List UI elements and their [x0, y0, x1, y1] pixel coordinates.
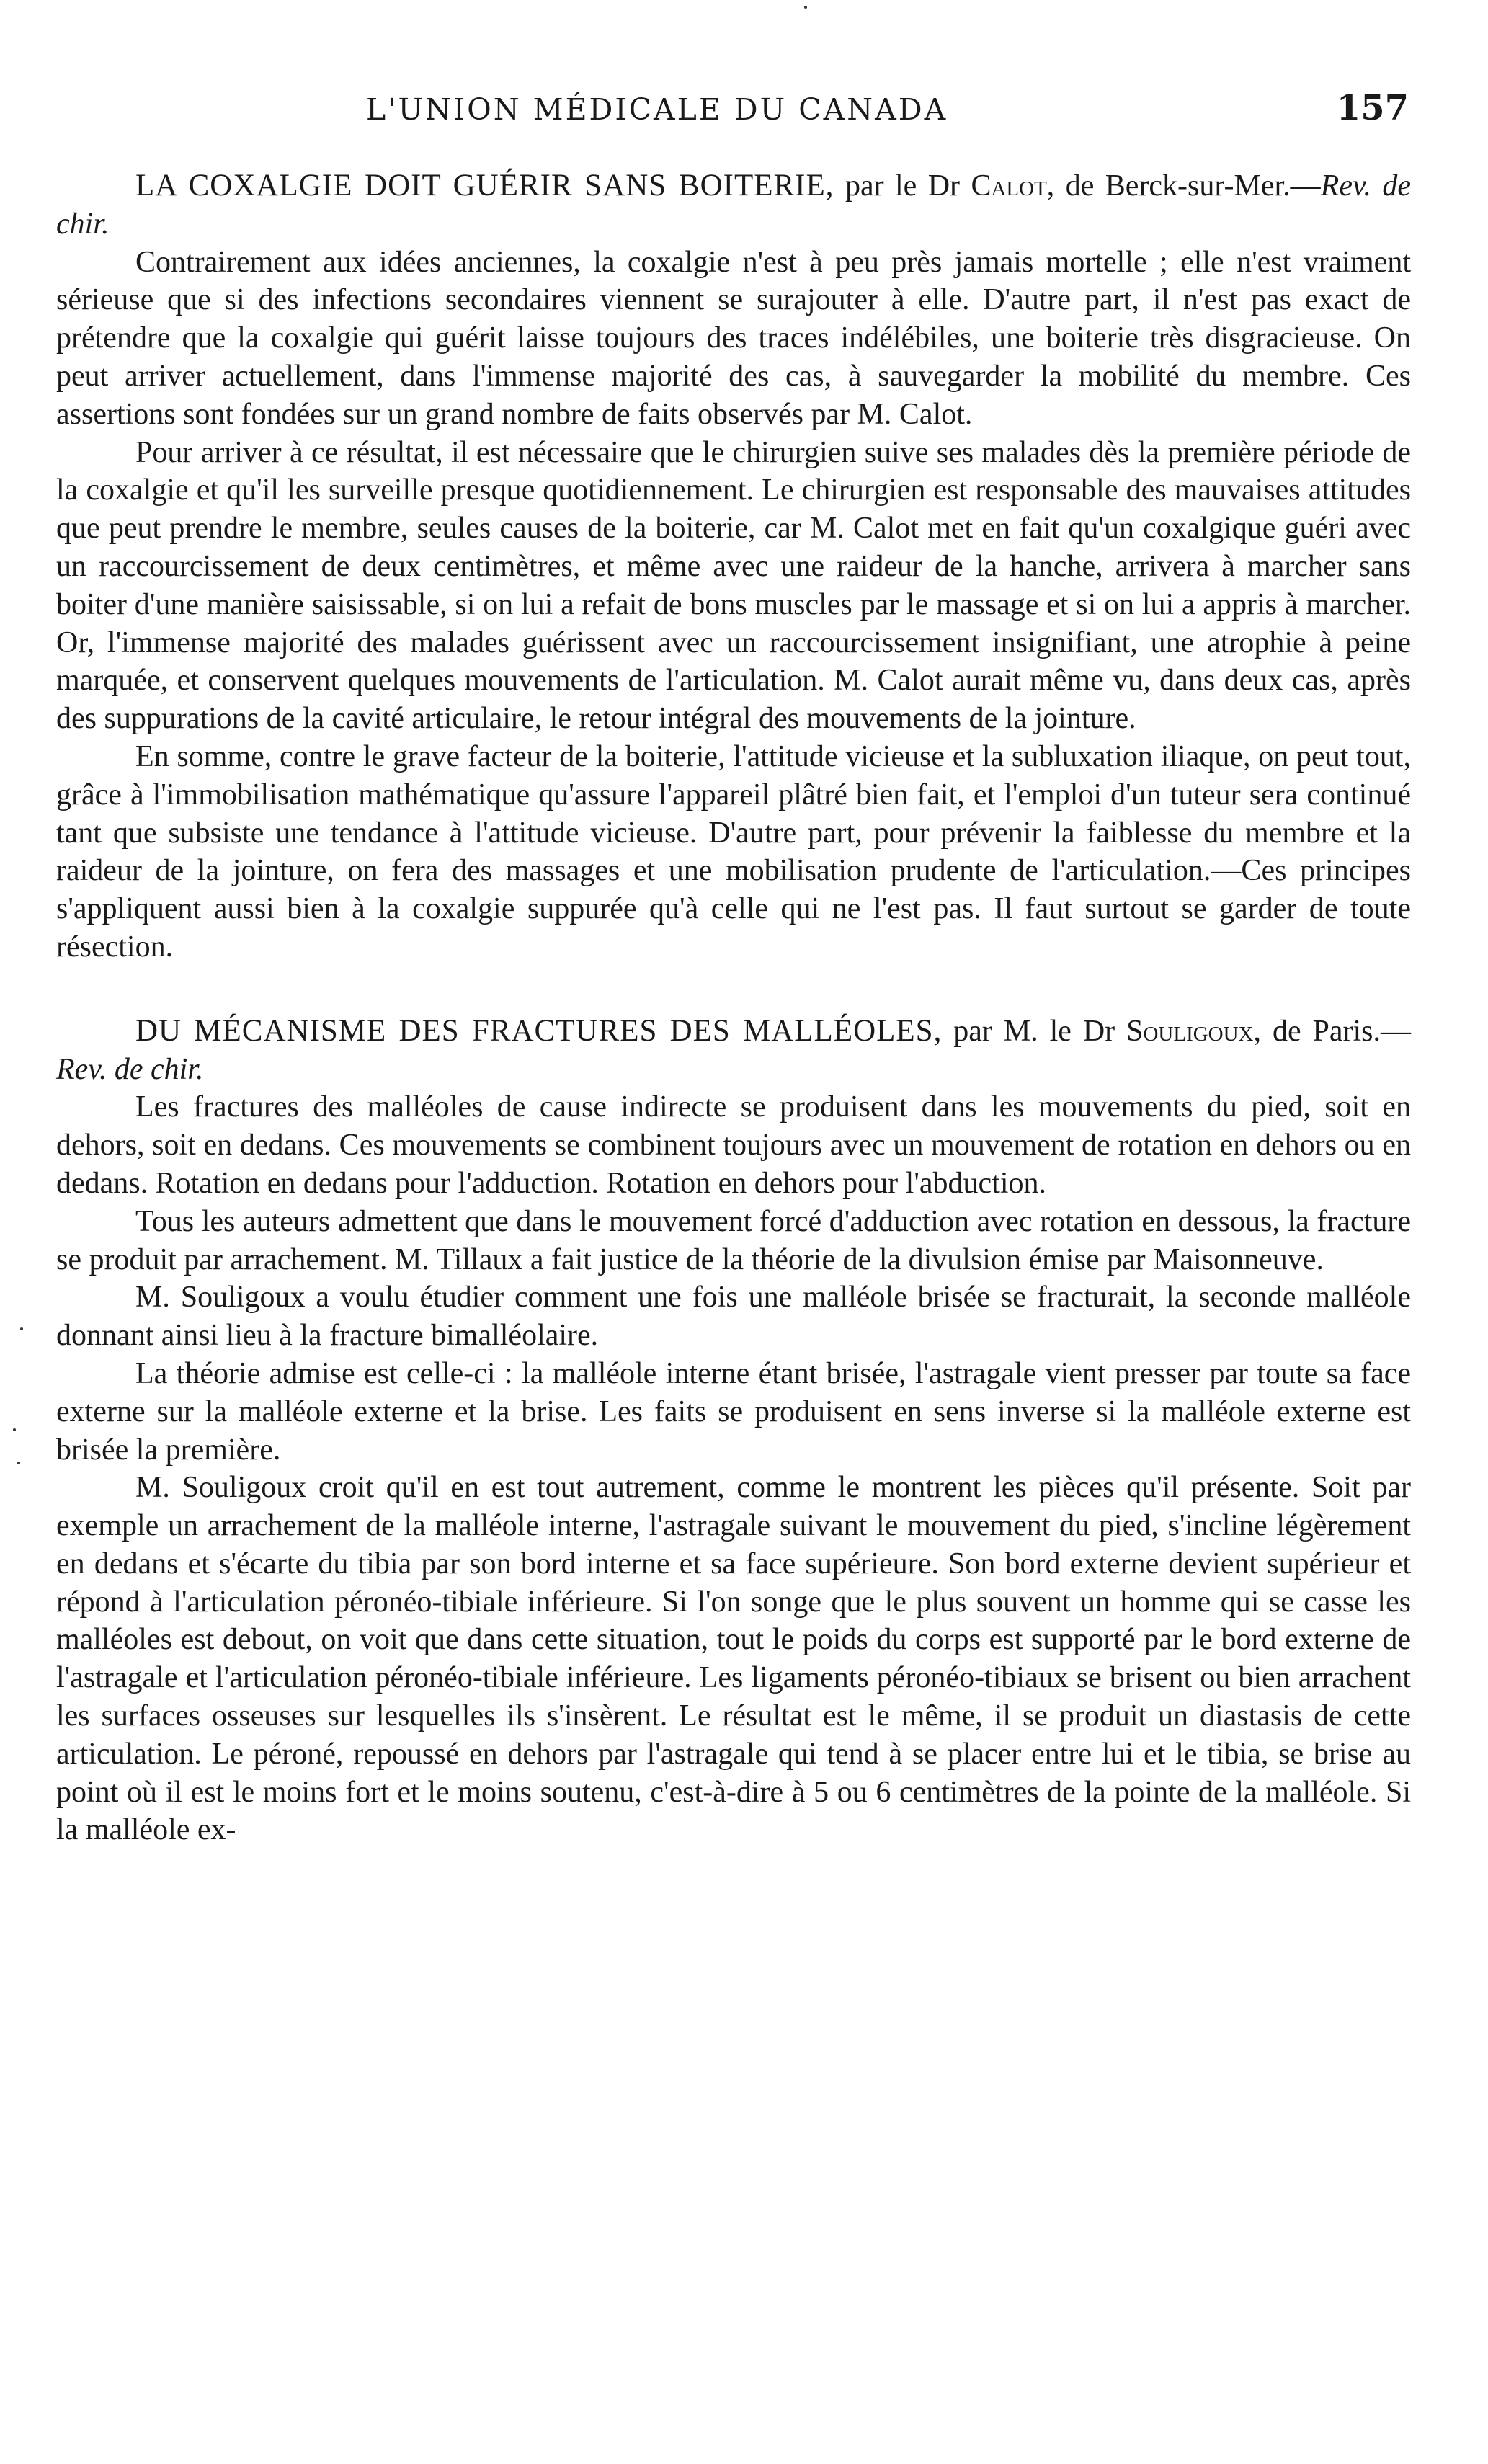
article-paragraph: M. Souligoux a voulu étudier comment une fois une malléole brisée se fracturait, la seconde malléole donnant ainsi lieu à la fracture bimalléolaire.: [56, 1281, 1411, 1353]
print-speck: [17, 1462, 20, 1464]
journal-title: L'UNION MÉDICALE DU CANADA: [366, 92, 948, 127]
article-source: Rev. de chir.: [56, 1052, 204, 1086]
byline-prefix: par le Dr: [845, 169, 961, 203]
byline-prefix: par M. le Dr: [953, 1014, 1115, 1048]
article-paragraph: Contrairement aux idées anciennes, la coxalgie n'est à peu près jamais mortelle ; elle n'est vraiment sérieuse que si des infections secondaires viennent se surajouter à elle. D'autre part, il n'est pas exact de prétendre que la coxalgie qui guérit laisse toujours des traces indélébiles, une boiterie très disgracieuse. On peut arriver actuellement, dans l'immense majorité des cas, à sauvegarder la mobilité du membre. Ces assertions sont fondées sur un grand nombre de faits observés par M. Calot.: [56, 245, 1411, 431]
article-paragraph: Pour arriver à ce résultat, il est nécessaire que le chirurgien suive ses malades dès la première période de la coxalgie et qu'il les surveille presque quotidiennement. Le chirurgien est responsable des mauvaises attitudes que peut prendre le membre, seules causes de la boiterie, car M. Calot met en fait qu'un coxalgique guéri avec un raccourcissement de deux centimètres, et même avec une raideur de la hanche, arrivera à marcher sans boiter d'une manière saisissable, si on lui a refait de bons muscles par le massage et si on lui a appris à marcher. Or, l'immense majorité des malades guérissent avec un raccourcissement insignifiant, une atrophie à peine marquée, et conservent quelques mouvements de l'articulation. M. Calot aurait même vu, dans deux cas, après des suppurations de la cavité articulaire, le retour intégral des mouvements de la jointure.: [56, 435, 1411, 736]
article-paragraph: Tous les auteurs admettent que dans le mouvement forcé d'adduction avec rotation en dessous, la fracture se produit par arrachement. M. Tillaux a fait justice de la théorie de la divulsion émise par Maisonneuve.: [56, 1204, 1411, 1276]
article-paragraph: En somme, contre le grave facteur de la boiterie, l'attitude vicieuse et la subluxation iliaque, on peut tout, grâce à l'immobilisation mathématique qu'assure l'appareil plâtré bien fait, et l'emploi d'un tuteur sera continué tant que subsiste une tendance à l'attitude vicieuse. D'autre part, pour prévenir la faiblesse du membre et la raideur de la jointure, on fera des massages et une mobilisation prudente de l'articulation.—Ces principes s'appliquent aussi bien à la coxalgie suppurée qu'à celle qui ne l'est pas. Il faut surtout se garder de toute résection.: [56, 739, 1411, 964]
article-author: Souligoux,: [1126, 1014, 1261, 1048]
article-source: Rev. de chir.: [56, 169, 1412, 241]
article-location: de Paris.—: [1272, 1014, 1412, 1048]
article-malleoles: [56, 1013, 1411, 1850]
article-location: de Berck-sur-Mer.—: [1065, 169, 1321, 203]
print-speck: [20, 1327, 23, 1330]
body-text: [56, 167, 1411, 1849]
article-paragraph: M. Souligoux croit qu'il en est tout autrement, comme le montrent les pièces qu'il présente. Soit par exemple un arrachement de la malléole interne, l'astragale suivant le mouvement du pied, s'incline légèrement en dedans et s'écarte du tibia par son bord interne et sa face supérieure. Son bord externe devient supérieur et répond à l'articulation péronéo-tibiale inférieure. Si l'on songe que le plus souvent un homme qui se casse les malléoles est debout, on voit que dans cette situation, tout le poids du corps est supporté par le bord externe de l'astragale et l'articulation péronéo-tibiale inférieure. Les ligaments péronéo-tibiaux se brisent ou bien arrachent les surfaces osseuses sur lesquelles ils s'insèrent. Le résultat est le même, il se produit un diastasis de cette articulation. Le péroné, repoussé en dehors par l'astragale qui tend à se placer entre lui et le tibia, se brise au point où il est le moins fort et le moins soutenu, c'est-à-dire à 5 ou 6 centimètres de la pointe de la malléole. Si la malléole ex-: [56, 1471, 1411, 1847]
article-headline: [56, 1013, 1411, 1089]
article-title: DU MÉCANISME DES FRACTURES DES MALLÉOLES,: [135, 1013, 943, 1048]
article-headline: [56, 167, 1411, 244]
print-speck: [804, 6, 807, 9]
article-title: LA COXALGIE DOIT GUÉRIR SANS BOITERIE,: [135, 169, 834, 203]
article-coxalgie: [56, 167, 1411, 966]
article-paragraph: Les fractures des malléoles de cause indirecte se produisent dans les mouvements du pied, soit en dehors, soit en dedans. Ces mouvements se combinent toujours avec un mouvement de rotation en dehors ou en dedans. Rotation en dedans pour l'adduction. Rotation en dehors pour l'abduction.: [56, 1090, 1411, 1200]
article-paragraph: La théorie admise est celle-ci : la malléole interne étant brisée, l'astragale vient presser par toute sa face externe sur la malléole externe et la brise. Les faits se produisent en sens inverse si la malléole externe est brisée la première.: [56, 1356, 1411, 1467]
running-head: [137, 85, 1409, 135]
print-speck: [13, 1428, 16, 1431]
article-author: Calot,: [971, 169, 1055, 203]
page-number: 157: [1336, 88, 1409, 128]
